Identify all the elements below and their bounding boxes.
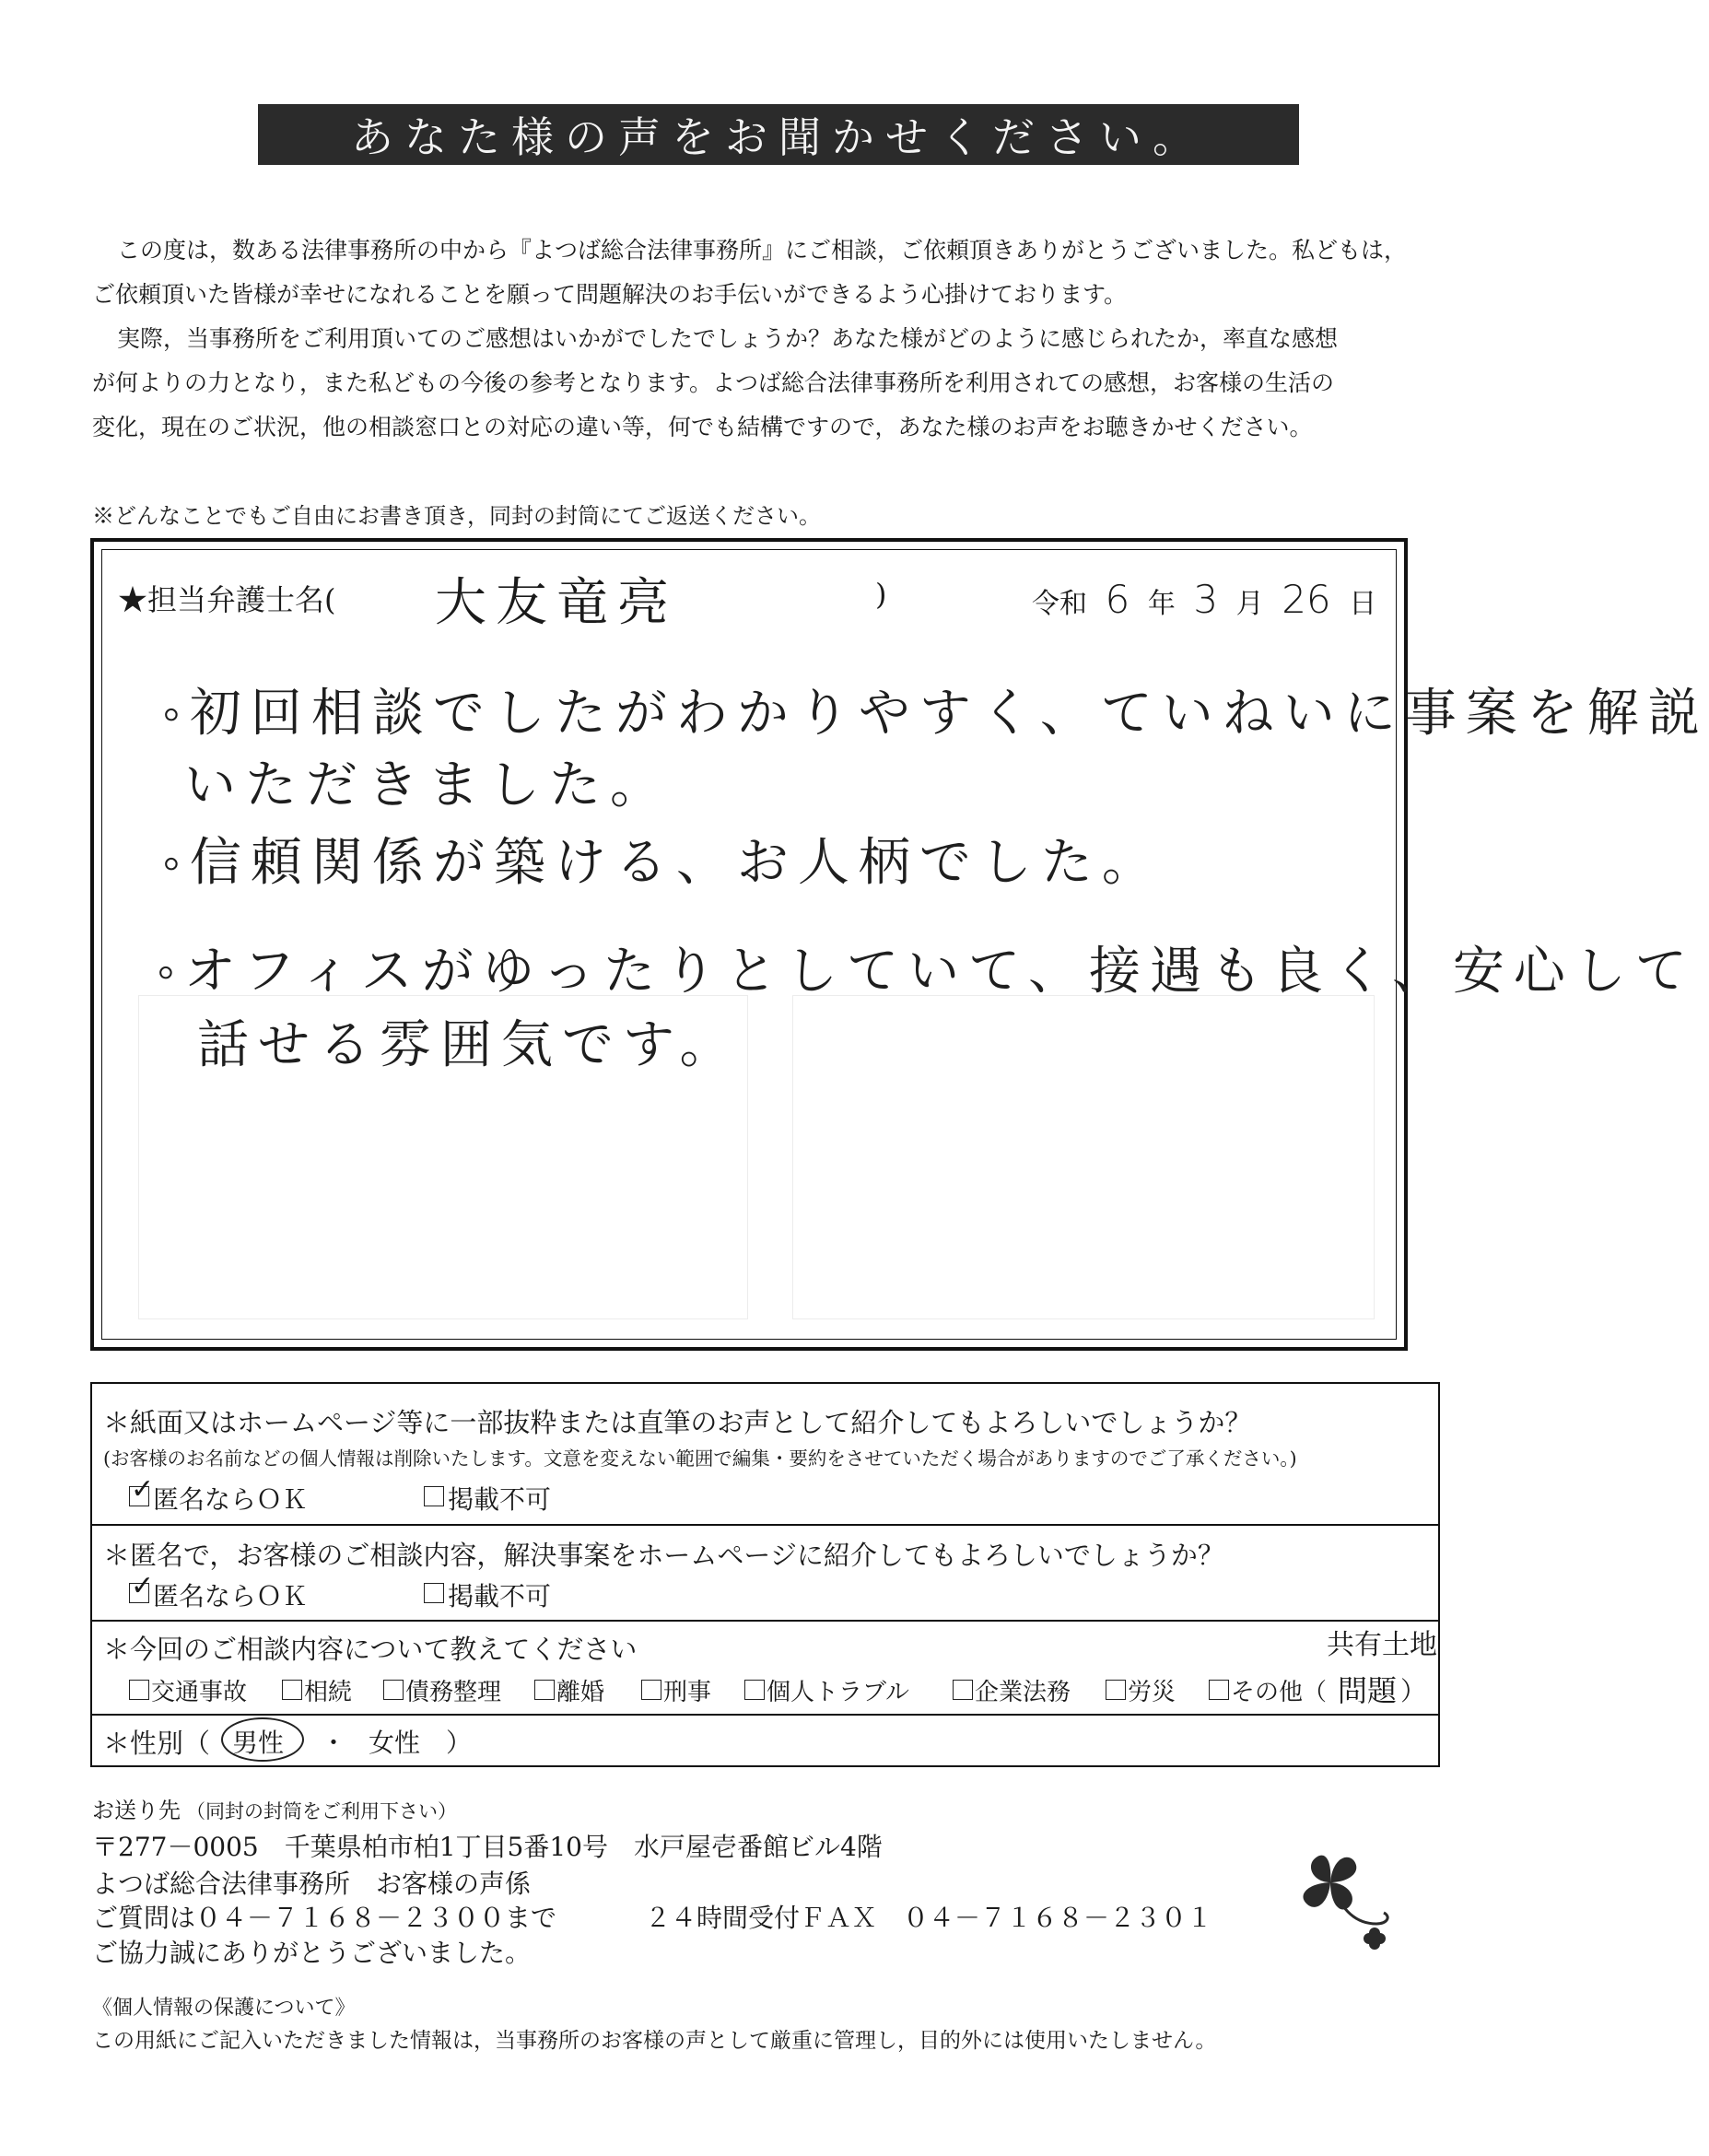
intro-paragraph-2-line-1: 実際，当事務所をご利用頂いてのご感想はいかがでしたでしょうか？あなた様がどのように感じられたか，率直な感想: [117, 325, 1339, 352]
date-year-unit: 年: [1147, 588, 1176, 620]
checkmark-icon: ✓: [131, 1473, 155, 1506]
comment-line-2: いただきました。: [184, 756, 671, 815]
q2-ng-label: 掲載不可: [448, 1581, 552, 1611]
survey-row-consultation-type: [92, 1620, 1438, 1716]
q3-workers-comp-label: 労災: [1128, 1679, 1176, 1706]
comment-line-3: ◦信頼関係が築ける、お人柄でした。: [162, 833, 1163, 893]
date-month: 3: [1193, 577, 1219, 622]
q4-female-option[interactable]: 女性: [369, 1728, 421, 1758]
intro-text: [92, 228, 1437, 450]
intro-paragraph-1-line-2: ご依頼頂いた皆様が幸せになれることを願って問題解決のお手伝いができるよう心掛けております。: [92, 281, 1128, 308]
intro-paragraph-1-line-1: この度は，数ある法律事務所の中から『よつば総合法律事務所』にご相談，ご依頼頂きありがとうございました。私どもは，: [117, 237, 1408, 264]
q4-close: ）: [446, 1728, 473, 1758]
q3-debt-label: 債務整理: [405, 1679, 502, 1706]
comment-line-4: ◦オフィスがゆったりとしていて、接遇も良く、安心して: [157, 942, 1696, 1002]
survey-box: [90, 1382, 1440, 1767]
lawyer-label-close: ): [875, 577, 887, 612]
q1-ok-label: 匿名ならＯＫ: [153, 1484, 309, 1515]
instruction-note: ※どんなことでもご自由にお書き頂き，同封の封筒にてご返送ください。: [92, 503, 822, 529]
q3-divorce-label: 離婚: [556, 1679, 605, 1706]
q3-divorce-checkbox[interactable]: [534, 1680, 555, 1700]
privacy-title: 《個人情報の保護について》: [92, 1997, 356, 2020]
date-day: 26: [1282, 577, 1331, 622]
send-to-note: （同封の封筒をご利用下さい）: [186, 1800, 457, 1822]
survey-row-gender: [92, 1714, 1438, 1765]
date-field: [1032, 577, 1376, 622]
fax-number: ２４時間受付ＦＡＸ ０４－７１６８－２３０１: [645, 1903, 1213, 1933]
q3-corporate-law-label: 企業法務: [975, 1679, 1071, 1706]
q4-separator: ・: [321, 1728, 347, 1758]
address: 〒277－0005 千葉県柏市柏1丁目5番10号 水戸屋壱番館ビル4階: [92, 1832, 883, 1862]
q2-ng-checkbox[interactable]: [424, 1583, 444, 1603]
q3-inheritance-label: 相続: [304, 1679, 353, 1706]
bleed-through-panel-right: [792, 995, 1375, 1319]
lawyer-name: 大友竜亮: [435, 573, 678, 633]
lawyer-label: ★担当弁護士名(: [118, 582, 336, 617]
q3-question: ＊今回のご相談内容について教えてください: [103, 1634, 638, 1665]
four-leaf-clover-icon: [1284, 1832, 1413, 1974]
q3-personal-trouble-checkbox[interactable]: [744, 1680, 765, 1700]
office-name: よつば総合法律事務所 お客様の声係: [92, 1869, 532, 1899]
checkmark-icon: ✓: [131, 1570, 155, 1602]
survey-row-anonymous-case: [92, 1524, 1438, 1622]
thanks-message: ご協力誠にありがとうございました。: [92, 1938, 532, 1968]
q3-inheritance-checkbox[interactable]: [282, 1680, 302, 1700]
q3-personal-trouble-label: 個人トラブル: [767, 1679, 909, 1706]
q3-criminal-checkbox[interactable]: [641, 1680, 661, 1700]
date-year: 6: [1105, 577, 1130, 622]
q4-label: ＊性別（: [103, 1728, 211, 1759]
q4-male-selected-circle: [221, 1717, 304, 1762]
date-day-unit: 日: [1349, 588, 1377, 620]
date-era: 令和: [1032, 588, 1087, 620]
q2-question: ＊匿名で，お客様のご相談内容，解決事案をホームページに紹介してもよろしいでしょうか？: [103, 1540, 1224, 1571]
comment-line-1: ◦初回相談でしたがわかりやすく、ていねいに事案を解説: [162, 684, 1709, 744]
q1-ng-checkbox[interactable]: [424, 1486, 444, 1506]
q3-corporate-law-checkbox[interactable]: [953, 1680, 973, 1700]
q3-criminal-label: 刑事: [663, 1679, 712, 1706]
q1-ng-label: 掲載不可: [448, 1484, 552, 1515]
intro-paragraph-2-line-2: が何よりの力となり，また私どもの今後の参考となります。よつば総合法律事務所を利用されての感想，お客様の生活の: [92, 369, 1335, 396]
q3-traffic-accident-checkbox[interactable]: [129, 1680, 149, 1700]
q3-workers-comp-checkbox[interactable]: [1106, 1680, 1126, 1700]
page-title: あなた様の声をお聞かせください。: [258, 104, 1299, 165]
date-month-unit: 月: [1235, 588, 1264, 620]
q2-ok-label: 匿名ならＯＫ: [153, 1581, 309, 1611]
send-to-label: お送り先: [92, 1798, 181, 1823]
q3-other-close: ）: [1400, 1676, 1427, 1706]
q3-other-handwritten-top: 共有土地: [1327, 1629, 1437, 1661]
send-to-heading: [92, 1792, 457, 1824]
q3-traffic-accident-label: 交通事故: [151, 1679, 248, 1706]
q3-other-label: その他（: [1231, 1679, 1328, 1706]
q1-subtext: (お客様のお名前などの個人情報は削除いたします。文意を変えない範囲で編集・要約をさせていただく場合がありますのでご了承ください。): [103, 1447, 1297, 1470]
q4-male-option[interactable]: 男性: [232, 1728, 285, 1758]
survey-row-publication: [92, 1384, 1438, 1526]
inquiry-phone: ご質問は０４－７１６８－２３００まで: [92, 1903, 557, 1933]
privacy-text: この用紙にご記入いただきました情報は，当事務所のお客様の声として厳重に管理し，目的外には使用いたしません。: [92, 2029, 1217, 2053]
q3-debt-checkbox[interactable]: [383, 1680, 404, 1700]
q3-other-checkbox[interactable]: [1209, 1680, 1229, 1700]
comment-line-5: 話せる雰囲気です。: [197, 1015, 741, 1075]
q1-question: ＊紙面又はホームページ等に一部抜粋または直筆のお声として紹介してもよろしいでしょうか？: [103, 1407, 1252, 1438]
q3-other-handwritten: 問題: [1338, 1673, 1398, 1708]
intro-paragraph-2-line-3: 変化，現在のご状況，他の相談窓口との対応の違い等，何でも結構ですので，あなた様のお声をお聴きかせください。: [92, 414, 1313, 440]
